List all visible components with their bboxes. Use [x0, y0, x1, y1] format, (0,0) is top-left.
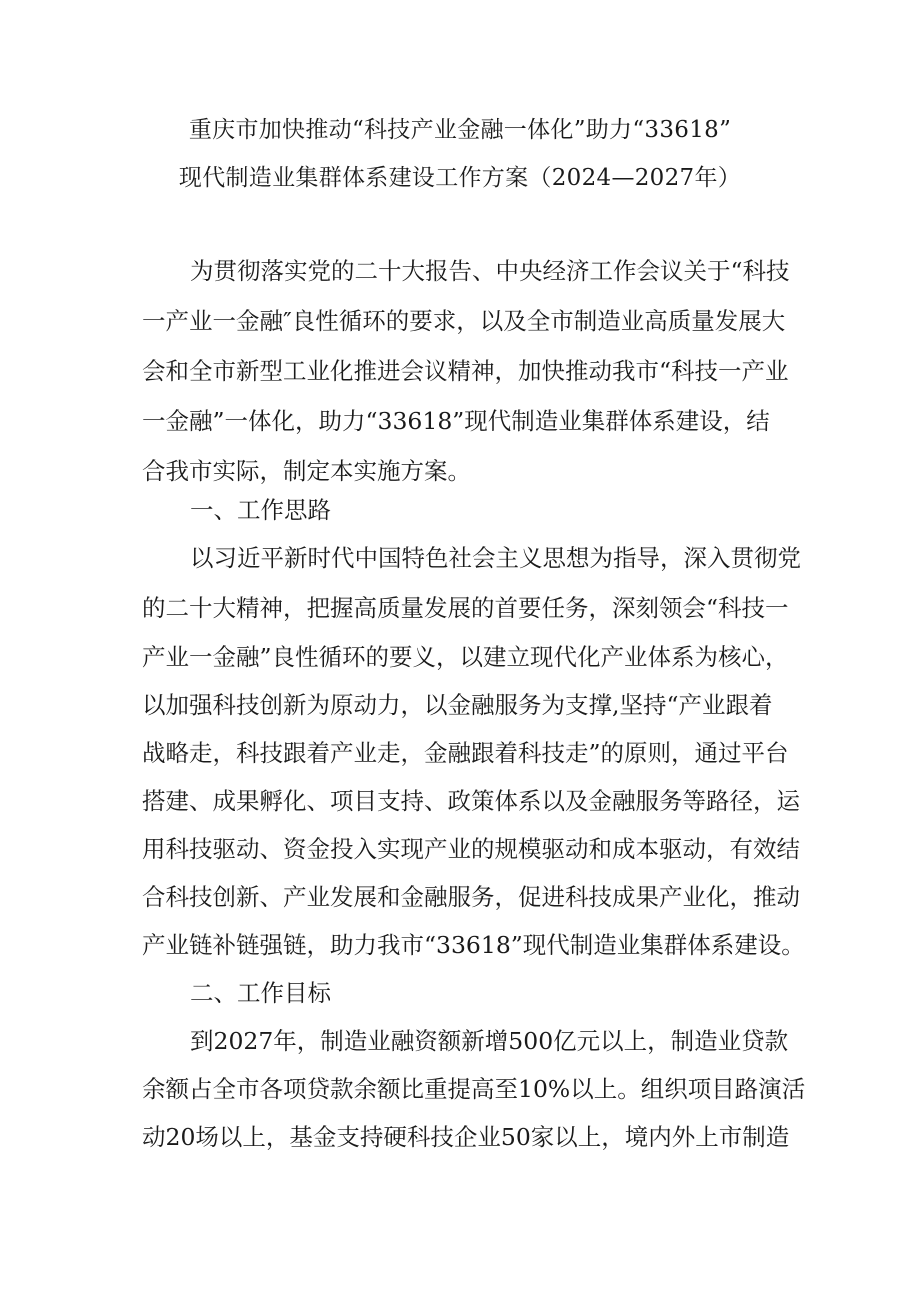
document-title-line-2: 现代制造业集群体系建设工作方案（2024—2027年） — [178, 165, 742, 191]
paragraph-thinking-line: 合科技创新、产业发展和金融服务，促进科技成果产业化，推动 — [142, 883, 800, 911]
section-heading-2: 二、工作目标 — [190, 979, 331, 1007]
paragraph-thinking-line: 的二十大精神，把握高质量发展的首要任务，深刻领会“科技一 — [142, 594, 789, 622]
paragraph-intro-line: 为贯彻落实党的二十大报告、中央经济工作会议关于“科技 — [190, 257, 790, 285]
document-title-line-1: 重庆市加快推动“科技产业金融一体化”助力“33618” — [188, 117, 732, 143]
section-heading-1: 一、工作思路 — [190, 496, 331, 524]
paragraph-thinking-line: 以加强科技创新为原动力，以金融服务为支撑,坚持“产业跟着 — [142, 691, 773, 719]
paragraph-thinking-line: 搭建、成果孵化、项目支持、政策体系以及金融服务等路径，运 — [142, 787, 800, 815]
paragraph-thinking-line: 用科技驱动、资金投入实现产业的规模驱动和成本驱动，有效结 — [142, 835, 800, 863]
paragraph-thinking-line: 产业链补链强链，助力我市“33618”现代制造业集群体系建设。 — [142, 931, 805, 959]
paragraph-goals-line: 动20场以上，基金支持硬科技企业50家以上，境内外上市制造 — [142, 1123, 790, 1151]
paragraph-thinking-line: 产业一金融”良性循环的要义，以建立现代化产业体系为核心， — [142, 643, 789, 671]
paragraph-thinking-line: 战略走，科技跟着产业走，金融跟着科技走”的原则，通过平台 — [142, 739, 789, 767]
paragraph-intro-line: 合我市实际，制定本实施方案。 — [142, 457, 471, 485]
paragraph-goals-line: 余额占全市各项贷款余额比重提高至10%以上。组织项目路演活 — [142, 1075, 806, 1103]
paragraph-intro-line: 一产业一金融″良性循环的要求，以及全市制造业高质量发展大 — [142, 307, 786, 335]
paragraph-intro-line: 会和全市新型工业化推进会议精神，加快推动我市“科技一产业 — [142, 357, 789, 385]
paragraph-goals-line: 到2027年，制造业融资额新增500亿元以上，制造业贷款 — [190, 1027, 789, 1055]
paragraph-intro-line: 一金融”一体化，助力“33618”现代制造业集群体系建设，结 — [142, 407, 770, 435]
paragraph-thinking-line: 以习近平新时代中国特色社会主义思想为指导，深入贯彻党 — [190, 544, 801, 572]
